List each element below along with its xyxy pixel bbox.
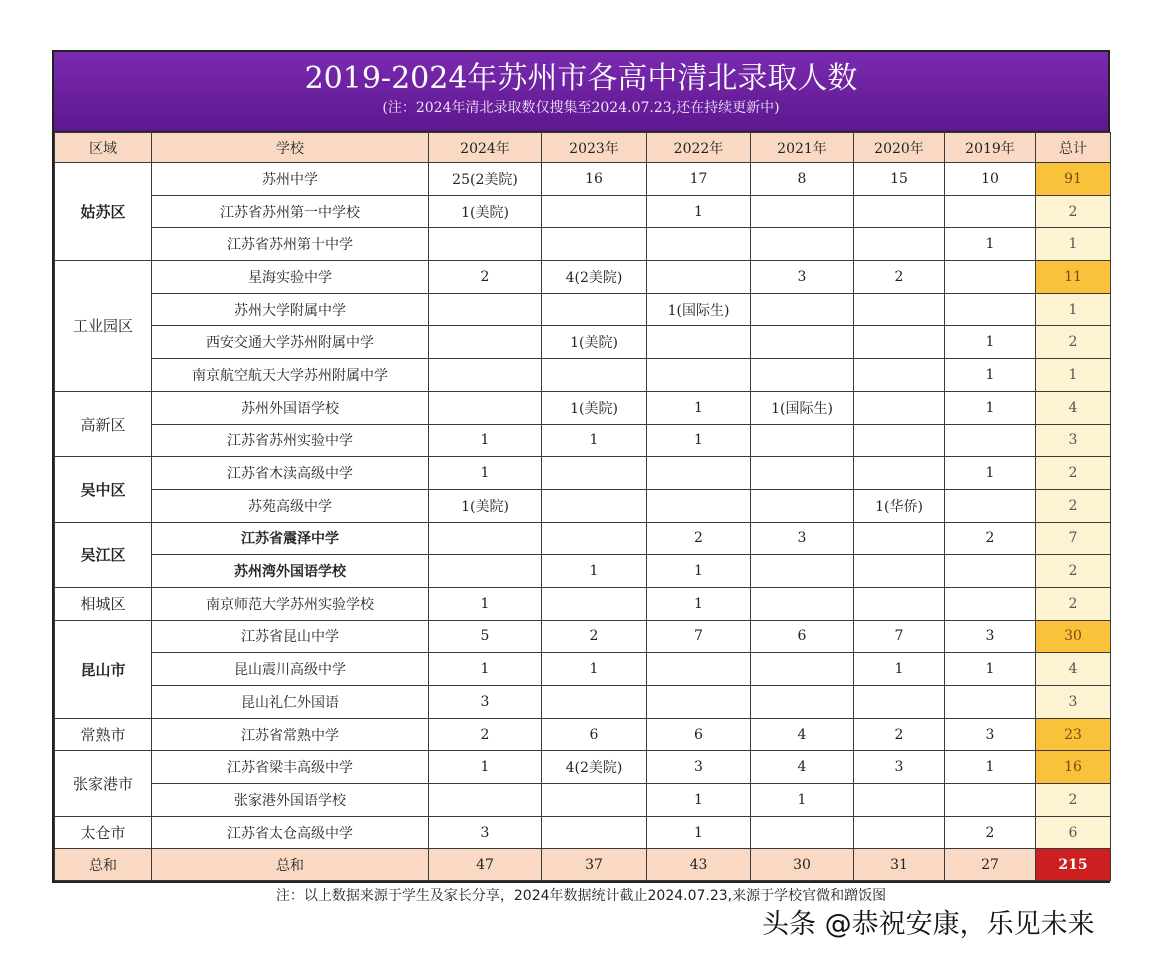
total-cell: 4	[1036, 653, 1111, 686]
year-count-cell: 1	[542, 653, 647, 686]
year-count-cell: 1(美院)	[542, 326, 647, 359]
total-cell: 4	[1036, 391, 1111, 424]
sum-year-cell: 43	[647, 849, 751, 881]
year-count-cell	[854, 326, 945, 359]
sum-year-cell: 37	[542, 849, 647, 881]
sum-year-cell: 30	[751, 849, 854, 881]
year-count-cell	[647, 489, 751, 522]
school-cell: 苏州中学	[152, 163, 429, 196]
year-count-cell: 2	[854, 718, 945, 751]
year-count-cell: 1	[647, 424, 751, 457]
year-count-cell	[751, 195, 854, 228]
column-header: 2021年	[751, 133, 854, 163]
year-count-cell: 6	[647, 718, 751, 751]
total-cell: 30	[1036, 620, 1111, 653]
year-count-cell	[751, 457, 854, 490]
school-cell: 西安交通大学苏州附属中学	[152, 326, 429, 359]
year-count-cell: 1	[945, 359, 1036, 392]
year-count-cell: 3	[945, 620, 1036, 653]
column-header: 2019年	[945, 133, 1036, 163]
column-header: 区域	[55, 133, 152, 163]
table-row	[55, 424, 1111, 457]
year-count-cell	[542, 457, 647, 490]
year-count-cell: 1	[945, 457, 1036, 490]
year-count-cell: 6	[751, 620, 854, 653]
year-count-cell	[945, 261, 1036, 294]
table-row	[55, 653, 1111, 686]
year-count-cell: 16	[542, 163, 647, 196]
year-count-cell: 1(美院)	[542, 391, 647, 424]
column-header: 2023年	[542, 133, 647, 163]
header-row	[55, 133, 1111, 163]
year-count-cell: 1	[945, 653, 1036, 686]
column-header: 2022年	[647, 133, 751, 163]
total-cell: 2	[1036, 457, 1111, 490]
school-cell: 江苏省苏州第十中学	[152, 228, 429, 261]
sum-year-cell: 31	[854, 849, 945, 881]
sum-row	[55, 849, 1111, 881]
year-count-cell	[751, 816, 854, 849]
year-count-cell: 2	[429, 718, 542, 751]
year-count-cell	[542, 359, 647, 392]
year-count-cell: 2	[429, 261, 542, 294]
sum-school-cell: 总和	[152, 849, 429, 881]
year-count-cell: 2	[647, 522, 751, 555]
year-count-cell	[854, 784, 945, 817]
school-cell: 江苏省太仓高级中学	[152, 816, 429, 849]
sum-label-cell: 总和	[55, 849, 152, 881]
year-count-cell	[542, 195, 647, 228]
total-cell: 91	[1036, 163, 1111, 196]
year-count-cell: 17	[647, 163, 751, 196]
table-row	[55, 751, 1111, 784]
year-count-cell	[751, 326, 854, 359]
year-count-cell: 1(华侨)	[854, 489, 945, 522]
year-count-cell	[945, 587, 1036, 620]
total-cell: 1	[1036, 228, 1111, 261]
year-count-cell	[647, 457, 751, 490]
year-count-cell	[751, 228, 854, 261]
year-count-cell	[542, 784, 647, 817]
year-count-cell	[854, 391, 945, 424]
year-count-cell: 1(国际生)	[647, 293, 751, 326]
district-cell: 张家港市	[55, 751, 152, 816]
year-count-cell: 2	[542, 620, 647, 653]
total-cell: 23	[1036, 718, 1111, 751]
year-count-cell: 1	[647, 555, 751, 588]
year-count-cell	[429, 784, 542, 817]
total-cell: 2	[1036, 587, 1111, 620]
year-count-cell: 1	[429, 653, 542, 686]
year-count-cell	[854, 228, 945, 261]
year-count-cell	[854, 457, 945, 490]
year-count-cell	[542, 587, 647, 620]
total-cell: 2	[1036, 784, 1111, 817]
year-count-cell	[854, 816, 945, 849]
school-cell: 江苏省昆山中学	[152, 620, 429, 653]
year-count-cell: 25(2美院)	[429, 163, 542, 196]
year-count-cell	[542, 228, 647, 261]
year-count-cell: 1(国际生)	[751, 391, 854, 424]
column-header: 2024年	[429, 133, 542, 163]
school-cell: 苏州大学附属中学	[152, 293, 429, 326]
year-count-cell	[751, 653, 854, 686]
year-count-cell	[542, 686, 647, 719]
year-count-cell: 3	[945, 718, 1036, 751]
district-cell: 太仓市	[55, 816, 152, 849]
year-count-cell	[647, 653, 751, 686]
school-cell: 江苏省木渎高级中学	[152, 457, 429, 490]
table-row	[55, 816, 1111, 849]
year-count-cell	[945, 555, 1036, 588]
footer-text: 注：以上数据来源于学生及家长分享，2024年数据统计截止2024.07.23,来源于学校官微和蹭饭图	[275, 888, 887, 904]
year-count-cell: 1	[751, 784, 854, 817]
year-count-cell: 1	[429, 457, 542, 490]
district-cell: 工业园区	[55, 261, 152, 392]
district-cell: 吴中区	[55, 457, 152, 522]
year-count-cell: 1	[647, 587, 751, 620]
year-count-cell: 6	[542, 718, 647, 751]
year-count-cell	[647, 326, 751, 359]
year-count-cell	[854, 195, 945, 228]
grand-total-cell: 215	[1036, 849, 1111, 881]
year-count-cell	[751, 555, 854, 588]
year-count-cell: 3	[429, 816, 542, 849]
year-count-cell	[751, 359, 854, 392]
table-row	[55, 522, 1111, 555]
year-count-cell	[542, 489, 647, 522]
total-cell: 2	[1036, 326, 1111, 359]
year-count-cell: 4(2美院)	[542, 751, 647, 784]
title-note: (注：2024年清北录取数仅搜集至2024.07.23,还在持续更新中)	[382, 100, 780, 116]
year-count-cell: 2	[945, 522, 1036, 555]
year-count-cell: 1	[945, 326, 1036, 359]
year-count-cell	[429, 391, 542, 424]
school-cell: 南京师范大学苏州实验学校	[152, 587, 429, 620]
year-count-cell: 1	[429, 751, 542, 784]
year-count-cell: 15	[854, 163, 945, 196]
year-count-cell	[854, 424, 945, 457]
year-count-cell	[945, 686, 1036, 719]
year-count-cell	[854, 359, 945, 392]
year-count-cell: 10	[945, 163, 1036, 196]
year-count-cell: 7	[854, 620, 945, 653]
year-count-cell	[945, 784, 1036, 817]
year-count-cell	[429, 228, 542, 261]
year-count-cell: 3	[751, 261, 854, 294]
year-count-cell	[429, 555, 542, 588]
year-count-cell	[945, 195, 1036, 228]
year-count-cell: 7	[647, 620, 751, 653]
sum-year-cell: 47	[429, 849, 542, 881]
year-count-cell	[854, 293, 945, 326]
year-count-cell	[542, 522, 647, 555]
sum-year-cell: 27	[945, 849, 1036, 881]
school-cell: 江苏省常熟中学	[152, 718, 429, 751]
school-cell: 昆山震川高级中学	[152, 653, 429, 686]
admission-table	[54, 132, 1111, 881]
year-count-cell: 1	[429, 424, 542, 457]
district-cell: 吴江区	[55, 522, 152, 587]
table-row	[55, 457, 1111, 490]
table-row	[55, 195, 1111, 228]
district-cell: 高新区	[55, 391, 152, 456]
year-count-cell	[854, 587, 945, 620]
year-count-cell: 1	[945, 751, 1036, 784]
total-cell: 16	[1036, 751, 1111, 784]
column-header: 2020年	[854, 133, 945, 163]
total-cell: 2	[1036, 195, 1111, 228]
year-count-cell: 1	[647, 391, 751, 424]
year-count-cell: 1	[945, 228, 1036, 261]
table-row	[55, 261, 1111, 294]
year-count-cell: 3	[429, 686, 542, 719]
table-row	[55, 718, 1111, 751]
column-header: 总计	[1036, 133, 1111, 163]
year-count-cell: 1	[647, 816, 751, 849]
table-row	[55, 163, 1111, 196]
school-cell: 江苏省震泽中学	[152, 522, 429, 555]
year-count-cell	[854, 555, 945, 588]
year-count-cell: 4	[751, 718, 854, 751]
district-cell: 常熟市	[55, 718, 152, 751]
year-count-cell: 8	[751, 163, 854, 196]
table-row	[55, 326, 1111, 359]
year-count-cell: 3	[751, 522, 854, 555]
table-row	[55, 228, 1111, 261]
year-count-cell	[751, 424, 854, 457]
year-count-cell	[542, 816, 647, 849]
total-cell: 1	[1036, 359, 1111, 392]
table-row	[55, 686, 1111, 719]
table-body	[55, 163, 1111, 881]
year-count-cell	[854, 686, 945, 719]
total-cell: 2	[1036, 555, 1111, 588]
year-count-cell	[945, 489, 1036, 522]
table-row	[55, 359, 1111, 392]
year-count-cell: 2	[854, 261, 945, 294]
total-cell: 11	[1036, 261, 1111, 294]
year-count-cell	[854, 522, 945, 555]
year-count-cell	[429, 326, 542, 359]
year-count-cell: 1	[945, 391, 1036, 424]
school-cell: 苏苑高级中学	[152, 489, 429, 522]
year-count-cell: 1	[542, 555, 647, 588]
school-cell: 星海实验中学	[152, 261, 429, 294]
year-count-cell: 4	[751, 751, 854, 784]
page-title: 2019-2024年苏州市各高中清北录取人数	[304, 61, 858, 96]
admission-table-sheet	[52, 50, 1110, 883]
year-count-cell: 2	[945, 816, 1036, 849]
total-cell: 7	[1036, 522, 1111, 555]
year-count-cell: 3	[647, 751, 751, 784]
year-count-cell: 1	[647, 195, 751, 228]
year-count-cell	[429, 522, 542, 555]
year-count-cell	[751, 293, 854, 326]
school-cell: 苏州外国语学校	[152, 391, 429, 424]
district-cell: 相城区	[55, 587, 152, 620]
total-cell: 1	[1036, 293, 1111, 326]
total-cell: 2	[1036, 489, 1111, 522]
year-count-cell: 5	[429, 620, 542, 653]
year-count-cell	[542, 293, 647, 326]
school-cell: 昆山礼仁外国语	[152, 686, 429, 719]
year-count-cell: 4(2美院)	[542, 261, 647, 294]
year-count-cell	[945, 293, 1036, 326]
year-count-cell	[429, 359, 542, 392]
column-header: 学校	[152, 133, 429, 163]
year-count-cell: 1(美院)	[429, 195, 542, 228]
year-count-cell	[647, 686, 751, 719]
school-cell: 江苏省梁丰高级中学	[152, 751, 429, 784]
table-row	[55, 620, 1111, 653]
title-banner	[54, 52, 1108, 132]
school-cell: 苏州湾外国语学校	[152, 555, 429, 588]
year-count-cell	[647, 228, 751, 261]
table-row	[55, 293, 1111, 326]
total-cell: 3	[1036, 686, 1111, 719]
total-cell: 6	[1036, 816, 1111, 849]
year-count-cell	[751, 587, 854, 620]
year-count-cell: 1	[429, 587, 542, 620]
year-count-cell: 3	[854, 751, 945, 784]
district-cell: 姑苏区	[55, 163, 152, 261]
year-count-cell: 1	[854, 653, 945, 686]
year-count-cell	[751, 489, 854, 522]
year-count-cell	[647, 261, 751, 294]
year-count-cell: 1	[647, 784, 751, 817]
table-row	[55, 391, 1111, 424]
school-cell: 南京航空航天大学苏州附属中学	[152, 359, 429, 392]
year-count-cell: 1(美院)	[429, 489, 542, 522]
school-cell: 张家港外国语学校	[152, 784, 429, 817]
table-row	[55, 489, 1111, 522]
district-cell: 昆山市	[55, 620, 152, 718]
total-cell: 3	[1036, 424, 1111, 457]
table-row	[55, 784, 1111, 817]
year-count-cell	[647, 359, 751, 392]
year-count-cell: 1	[542, 424, 647, 457]
school-cell: 江苏省苏州第一中学校	[152, 195, 429, 228]
table-row	[55, 587, 1111, 620]
source-watermark: 头条 @恭祝安康，乐见未来	[762, 909, 1095, 940]
school-cell: 江苏省苏州实验中学	[152, 424, 429, 457]
year-count-cell	[751, 686, 854, 719]
year-count-cell	[429, 293, 542, 326]
table-row	[55, 555, 1111, 588]
year-count-cell	[945, 424, 1036, 457]
